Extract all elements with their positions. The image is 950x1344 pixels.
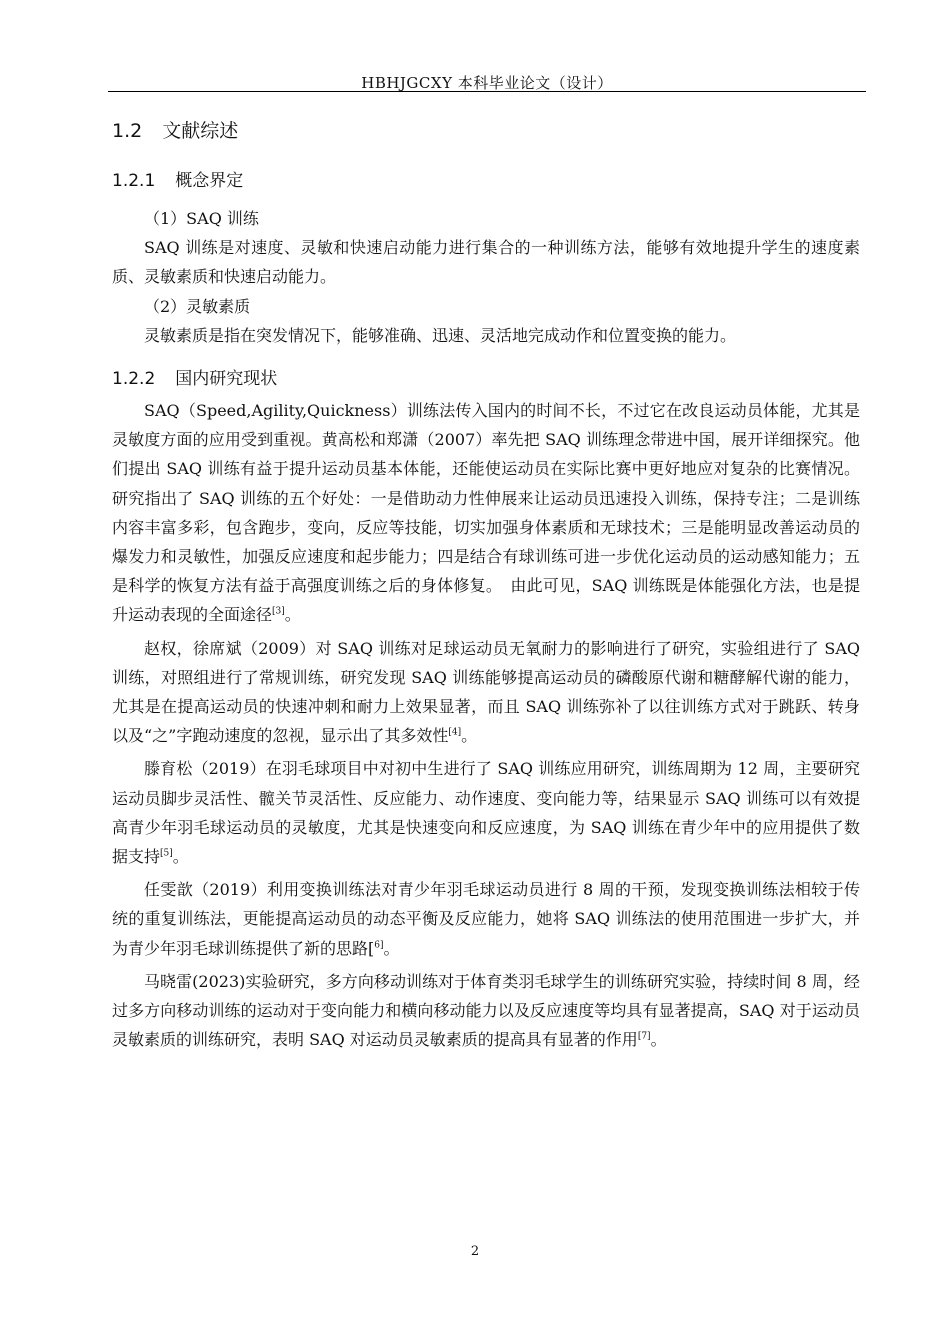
section-number: 1.2 — [112, 120, 143, 142]
paragraph-research-3: 滕育松（2019）在羽毛球项目中对初中生进行了 SAQ 训练应用研究，训练周期为 12 周，主要研究运动员脚步灵活性、髋关节灵活性、反应能力、动作速度、变向能力等，结果显示 SAQ 训练可以有效提高青少年羽毛球运动员的灵敏度，尤其是快速变向和反应速度，为 SAQ 训练在青少年中的应用提供了数据支持[5]。 — [112, 759, 860, 867]
item-heading-agility: （2）灵敏素质 — [144, 296, 251, 316]
header-rule — [108, 91, 866, 92]
paragraph-research-5: 马晓雷(2023)实验研究，多方向移动训练对于体育类羽毛球学生的训练研究实验，持续时间 8 周，经过多方向移动训练的运动对于变向能力和横向移动能力以及反应速度等均具有显著提高，SAQ 对于运动员灵敏素质的训练研究，表明 SAQ 对运动员灵敏素质的提高具有显著的作用[7]。 — [112, 971, 860, 1050]
citation-3: [3] — [272, 607, 285, 618]
citation-5: [5] — [160, 848, 173, 859]
subsection-number: 1.2.1 — [112, 171, 156, 191]
subsection-title: 概念界定 — [175, 171, 244, 191]
citation-6: 6] — [374, 940, 384, 951]
paragraph-saq-definition: SAQ 训练是对速度、灵敏和快速启动能力进行集合的一种训练方法，能够有效地提升学生的速度素质、灵敏素质和快速启动能力。 — [112, 238, 860, 287]
citation-7: [7] — [637, 1031, 651, 1042]
paragraph-agility-definition: 灵敏素质是指在突发情况下，能够准确、迅速、灵活地完成动作和位置变换的能力。 — [144, 325, 737, 345]
paragraph-research-1: SAQ（Speed,Agility,Quickness）训练法传入国内的时间不长，不过它在改良运动员体能，尤其是灵敏度方面的应用受到重视。黄高松和郑潇（2007）率先把 SAQ 训练理念带进中国，展开详细探究。他们提出 SAQ 训练有益于提升运动员基本体能，还能使运动员在实际比赛中更好地应对复杂的比赛情况。研究指出了 SAQ 训练的五个好处：一是借助动力性伸展来让运动员迅速投入训练，保持专注；二是训练内容丰富多彩，包含跑步，变向，反应等技能，切实加强身体素质和无球技术；三是能明显改善运动员的爆发力和灵敏性，加强反应速度和起步能力；四是结合有球训练可进一步优化运动员的运动感知能力；五是科学的恢复方法有益于高强度训练之后的身体修复。 由此可见，SAQ 训练既是体能强化方法，也是提升运动表现的全面途径[3]。 — [112, 401, 860, 625]
subsection-heading-domestic-research — [112, 364, 860, 394]
citation-4: [4] — [448, 727, 462, 738]
page-number: 2 — [470, 1244, 480, 1259]
subsection-heading-concepts — [112, 166, 860, 196]
subsection-title: 国内研究现状 — [175, 369, 278, 390]
subsection-number: 1.2.2 — [112, 369, 156, 390]
page-header: HBHJGCXY 本科毕业论文（设计） — [361, 74, 613, 92]
section-heading — [112, 114, 860, 148]
paragraph-research-4: 任雯歆（2019）利用变换训练法对青少年羽毛球运动员进行 8 周的干预，发现变换训练法相较于传统的重复训练法，更能提高运动员的动态平衡及反应能力，她将 SAQ 训练法的使用范围进一步扩大，并为青少年羽毛球训练提供了新的思路[$^{6]}$。 — [112, 880, 860, 958]
item-heading-saq: （1）SAQ 训练 — [144, 209, 259, 228]
paragraph-research-2: 赵权，徐席斌（2009）对 SAQ 训练对足球运动员无氧耐力的影响进行了研究，实验组进行了 SAQ 训练，对照组进行了常规训练，研究发现 SAQ 训练能够提高运动员的磷酸原代谢和糖酵解代谢的能力，尤其是在提高运动员的快速冲刺和耐力上效果显著，而且 SAQ 训练弥补了以往训练方式对于跳跃、转身以及“之”字跑动速度的忽视，显示出了其多效性[4]。 — [112, 638, 860, 746]
section-title: 文献综述 — [162, 120, 239, 142]
page-body — [112, 114, 860, 1054]
